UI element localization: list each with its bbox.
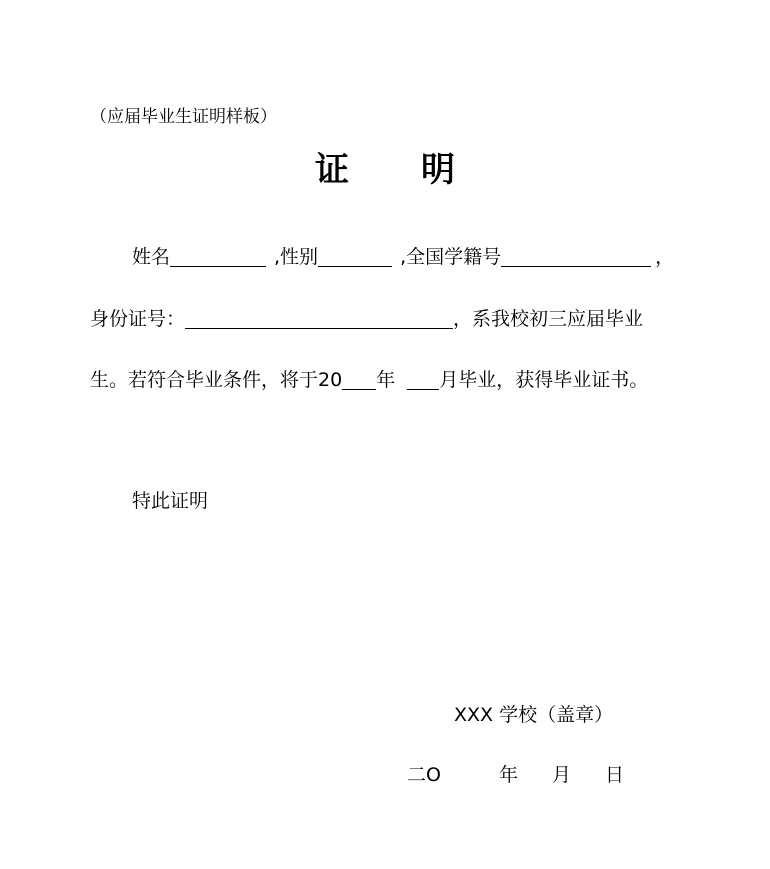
date-day: 日 (605, 764, 625, 786)
gender-label: ,性别 (274, 246, 319, 268)
date-line (407, 760, 624, 787)
year-label: 年 (376, 369, 396, 391)
school-statement: ，系我校初三应届毕业 (453, 308, 644, 330)
student-id-blank[interactable] (501, 246, 651, 267)
id-number-blank[interactable] (185, 308, 453, 329)
year-blank[interactable] (342, 369, 376, 390)
line1-comma: ， (655, 246, 675, 268)
date-prefix: 二O (407, 764, 441, 786)
month-blank[interactable] (407, 369, 439, 390)
closing-text: 特此证明 (132, 490, 209, 512)
title-char-1: 证 (315, 150, 349, 190)
title-char-2: 明 (421, 150, 455, 190)
graduation-text: 生。若符合毕业条件，将于20 (90, 369, 343, 391)
month-graduation-text: 月毕业，获得毕业证书。 (439, 369, 649, 391)
line-name-gender-id (132, 243, 674, 271)
document-title (0, 142, 770, 191)
line-id-number (90, 305, 643, 333)
name-label: 姓名 (132, 246, 171, 268)
date-year: 年 (498, 764, 518, 786)
id-number-label: 身份证号： (90, 308, 186, 330)
line-graduation-date (90, 366, 648, 394)
student-id-label: ,全国学籍号 (400, 246, 502, 268)
date-month: 月 (551, 764, 571, 786)
gender-blank[interactable] (318, 246, 392, 267)
school-signature: XXX 学校（盖章） (454, 704, 614, 726)
template-caption: （应届毕业生证明样板） (90, 107, 277, 127)
name-blank[interactable] (170, 246, 266, 267)
